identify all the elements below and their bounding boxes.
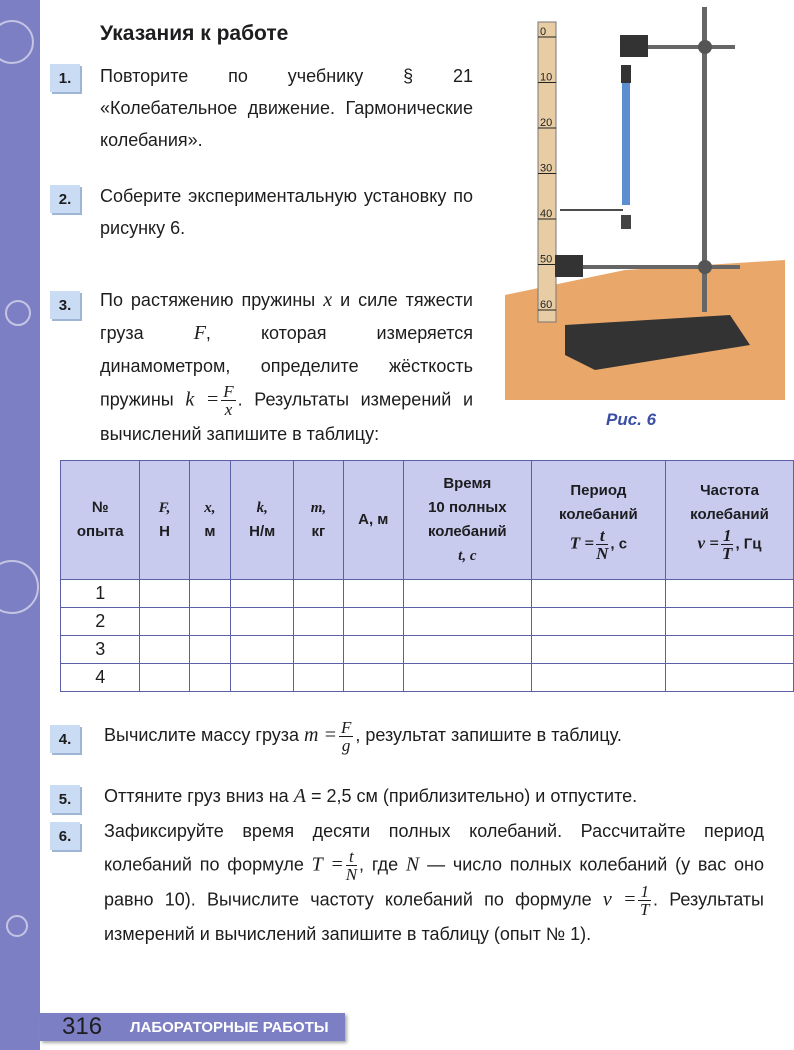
header-line: колебаний	[559, 505, 638, 523]
text: = 2,5 см (приблизительно) и отпустите.	[310, 786, 638, 806]
numerator: 1	[640, 882, 649, 901]
numerator: F	[340, 717, 352, 737]
step-1-badge: 1.	[50, 64, 80, 92]
ruler-label: 50	[540, 253, 553, 266]
empty-cell	[666, 580, 794, 608]
text: , результат запишите в таблицу.	[355, 725, 622, 745]
column-header	[531, 461, 665, 580]
empty-cell	[403, 664, 531, 692]
step-4-badge: 4.	[50, 725, 80, 753]
formula-T: T =	[311, 853, 344, 876]
formula-k: k =	[185, 388, 220, 411]
row-number: 4	[61, 664, 140, 692]
empty-cell	[403, 636, 531, 664]
empty-cell	[140, 664, 189, 692]
formula: T =	[569, 532, 595, 552]
empty-cell	[231, 608, 294, 636]
empty-cell	[666, 608, 794, 636]
empty-cell	[231, 636, 294, 664]
column-header	[231, 461, 294, 580]
decorative-sidebar	[0, 0, 40, 1050]
step-2-badge: 2.	[50, 185, 80, 213]
text: . Результаты измерений и вычислений запишите в таблицу (опыт № 1).	[104, 889, 764, 944]
step-4-text	[104, 715, 764, 755]
header-line: Н	[159, 523, 170, 540]
formula-nu: ν =	[602, 888, 637, 911]
section-title: Указания к работе	[100, 22, 289, 45]
formula-N: N	[405, 853, 420, 876]
column-header	[61, 461, 140, 580]
page-number: 316	[62, 1013, 103, 1040]
empty-cell	[294, 580, 343, 608]
denominator: N	[345, 865, 358, 884]
empty-cell	[666, 664, 794, 692]
row-number: 1	[61, 580, 140, 608]
empty-cell	[531, 636, 665, 664]
empty-cell	[343, 608, 403, 636]
empty-cell	[403, 608, 531, 636]
denominator: T	[722, 543, 733, 563]
ruler-label: 60	[540, 299, 553, 311]
results-table	[60, 460, 794, 692]
header-line: Время	[443, 475, 492, 492]
empty-cell	[231, 664, 294, 692]
unit: , Гц	[735, 534, 762, 552]
denominator: g	[341, 735, 351, 755]
ruler-label: 0	[540, 26, 547, 38]
empty-cell	[140, 636, 189, 664]
denominator: N	[596, 543, 609, 563]
empty-cell	[343, 636, 403, 664]
column-header	[403, 461, 531, 580]
text: — число полных колебаний (у вас оно равно 10). Вычислите частоту колебаний по формуле	[104, 854, 764, 910]
empty-cell	[294, 636, 343, 664]
column-header	[189, 461, 231, 580]
text: По растяжению пружины	[100, 290, 316, 310]
header-line: Н/м	[249, 523, 276, 540]
step-3-badge: 3.	[50, 291, 80, 319]
step-6-text	[104, 815, 764, 951]
empty-cell	[189, 608, 231, 636]
empty-cell	[140, 608, 189, 636]
upper-clamp	[620, 35, 648, 57]
header-line: 10 полных	[428, 499, 507, 516]
weight	[621, 215, 631, 229]
header-line: колебаний	[427, 523, 507, 540]
header-line: №	[91, 499, 109, 516]
empty-cell	[294, 608, 343, 636]
column-header	[294, 461, 343, 580]
fraction-1-over-T	[638, 883, 651, 918]
step-6-badge: 6.	[50, 822, 80, 850]
text: и силе тяжести груза	[100, 290, 473, 343]
text: . Результаты измерений и вычислений запишите в таблицу:	[100, 389, 473, 444]
numerator: t	[596, 527, 608, 545]
empty-cell	[189, 664, 231, 692]
clamp-knob	[698, 40, 712, 54]
table-row	[61, 664, 794, 692]
header-line: колебаний	[690, 505, 769, 523]
denominator: x	[224, 400, 233, 419]
numerator: F	[223, 382, 234, 401]
empty-cell	[531, 664, 665, 692]
header-line: k,	[256, 500, 268, 516]
empty-cell	[294, 664, 343, 692]
table-row	[61, 580, 794, 608]
column-header	[343, 461, 403, 580]
numerator: 1	[722, 525, 732, 545]
table-row	[61, 608, 794, 636]
header-line: A, м	[358, 511, 389, 528]
column-header	[666, 461, 794, 580]
row-number: 2	[61, 608, 140, 636]
header-line: Период	[570, 481, 627, 499]
fraction-F-over-x	[221, 383, 235, 418]
header-formula	[535, 527, 662, 562]
numerator: t	[346, 848, 357, 866]
step-1-text: Повторите по учебнику § 21 «Колебательное движение. Гармонические колебания».	[100, 66, 473, 150]
step-5-badge: 5.	[50, 785, 80, 813]
table-row	[61, 636, 794, 664]
header-line: м	[204, 523, 216, 540]
formula: ν =	[697, 532, 719, 552]
figure-caption: Рис. 6	[606, 410, 657, 429]
formula-A: A	[293, 785, 306, 807]
empty-cell	[403, 580, 531, 608]
formula-m: m =	[304, 724, 337, 746]
header-line: t, с	[458, 548, 477, 564]
empty-cell	[140, 580, 189, 608]
spring	[622, 83, 630, 205]
empty-cell	[666, 636, 794, 664]
page-footer	[40, 1013, 345, 1041]
formula-x: x	[323, 289, 333, 311]
lower-clamp	[555, 255, 583, 277]
unit: , с	[610, 534, 628, 552]
header-line: F,	[158, 500, 171, 516]
ruler-label: 40	[540, 208, 553, 220]
empty-cell	[343, 664, 403, 692]
empty-cell	[189, 636, 231, 664]
text: , где	[359, 854, 399, 875]
ruler-label: 10	[540, 71, 553, 84]
text: Зафиксируйте время десяти полных колебаний. Рассчитайте период колебаний по формуле	[104, 821, 764, 875]
step-3-text	[100, 284, 473, 451]
formula-F: F	[193, 322, 206, 344]
row-number: 3	[61, 636, 140, 664]
ruler-label: 30	[540, 162, 553, 175]
step-2-text: Соберите экспериментальную установку по рисунку 6.	[100, 186, 473, 238]
denominator: T	[639, 900, 650, 919]
figure-6-pendulum-setup	[505, 26, 790, 405]
text: , которая измеряется динамометром, определите жёсткость пружины	[100, 323, 473, 410]
header-line: Частота	[700, 481, 759, 499]
fraction-t-over-N	[346, 848, 357, 883]
empty-cell	[189, 580, 231, 608]
empty-cell	[531, 608, 665, 636]
step-5-text	[104, 780, 764, 812]
clamp-knob	[698, 260, 712, 274]
header-formula	[669, 527, 790, 562]
text: Вычислите массу груза	[104, 725, 300, 745]
section-name: ЛАБОРАТОРНЫЕ РАБОТЫ	[130, 1019, 329, 1036]
empty-cell	[531, 580, 665, 608]
header-line: m,	[310, 500, 327, 516]
ruler-label: 20	[540, 117, 553, 129]
dynamometer-cap	[621, 65, 631, 83]
empty-cell	[343, 580, 403, 608]
text: Оттяните груз вниз на	[104, 786, 289, 806]
fraction-F-over-g	[339, 719, 353, 754]
header-line: опыта	[76, 523, 124, 540]
empty-cell	[231, 580, 294, 608]
header-line: x,	[204, 500, 216, 516]
fraction	[596, 527, 608, 562]
header-line: кг	[311, 523, 326, 540]
fraction	[721, 527, 734, 562]
column-header	[140, 461, 189, 580]
